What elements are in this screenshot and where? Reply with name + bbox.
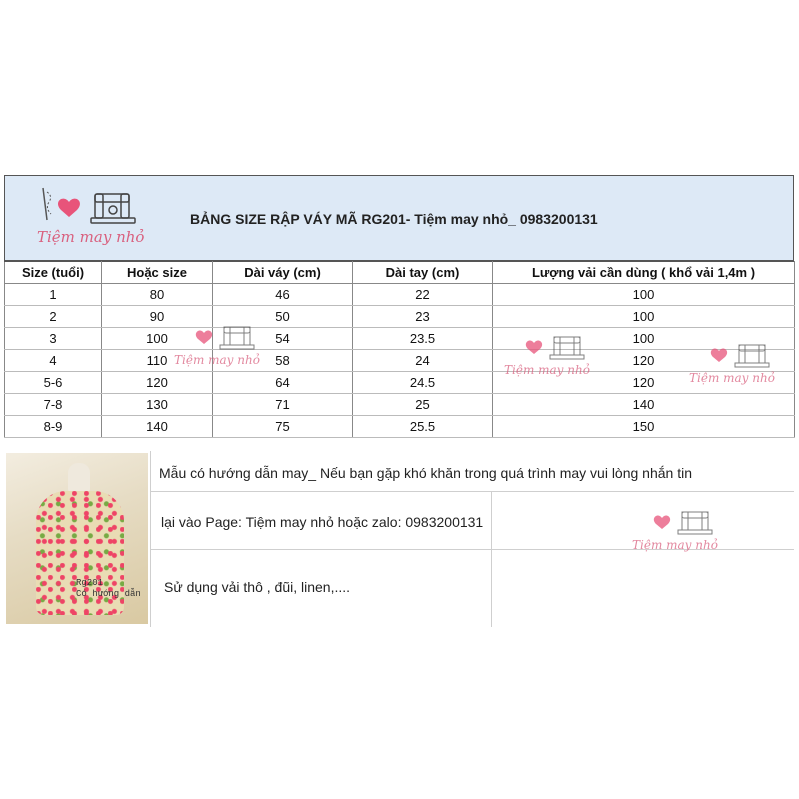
- table-row: [5, 416, 795, 438]
- table-cell: 7-8: [5, 394, 102, 416]
- table-cell: 100: [493, 328, 795, 350]
- divider: [150, 451, 151, 627]
- column-header: Dài tay (cm): [353, 262, 493, 284]
- size-chart-sheet: [4, 175, 794, 627]
- table-cell: 24: [353, 350, 493, 372]
- table-cell: 140: [102, 416, 213, 438]
- table-cell: 25: [353, 394, 493, 416]
- table-cell: 100: [493, 284, 795, 306]
- table-row: [5, 350, 795, 372]
- table-cell: 50: [213, 306, 353, 328]
- watermark-text: Tiệm may nhỏ: [504, 363, 590, 377]
- table-cell: 23: [353, 306, 493, 328]
- table-cell: 58: [213, 350, 353, 372]
- table-cell: 22: [353, 284, 493, 306]
- sewing-machine-icon: [35, 182, 145, 232]
- note-line-3: Sử dụng vải thô , đũi, linen,....: [164, 579, 351, 595]
- watermark-text: Tiệm may nhỏ: [174, 353, 260, 367]
- chart-title: BẢNG SIZE RẬP VÁY MÃ RG201- Tiệm may nhỏ_ 0983200131: [190, 211, 598, 227]
- table-cell: 25.5: [353, 416, 493, 438]
- photo-label-note: Có hướng dẫn: [76, 589, 141, 599]
- divider: [491, 491, 492, 627]
- watermark-sewing-icon: [174, 321, 264, 353]
- table-row: [5, 306, 795, 328]
- table-cell: 100: [493, 306, 795, 328]
- table-cell: 120: [493, 372, 795, 394]
- table-row: [5, 328, 795, 350]
- watermark-sewing-icon: [504, 331, 594, 363]
- table-cell: 120: [493, 350, 795, 372]
- table-cell: 71: [213, 394, 353, 416]
- notes-section: [4, 451, 794, 627]
- table-cell: 110: [102, 350, 213, 372]
- shop-logo: [35, 182, 145, 256]
- watermark-logo: [689, 339, 779, 399]
- table-cell: 24.5: [353, 372, 493, 394]
- table-cell: 75: [213, 416, 353, 438]
- watermark-logo: [632, 506, 722, 566]
- watermark-text: Tiệm may nhỏ: [632, 538, 718, 552]
- logo-text: Tiệm may nhỏ: [37, 228, 145, 246]
- divider: [150, 491, 794, 492]
- size-table: [4, 261, 795, 438]
- table-cell: 80: [102, 284, 213, 306]
- table-cell: 3: [5, 328, 102, 350]
- table-cell: 150: [493, 416, 795, 438]
- column-header: Hoặc size: [102, 262, 213, 284]
- column-header: Dài váy (cm): [213, 262, 353, 284]
- watermark-text: Tiệm may nhỏ: [689, 371, 775, 385]
- table-cell: 130: [102, 394, 213, 416]
- table-cell: 100: [102, 328, 213, 350]
- chart-header: [4, 175, 794, 261]
- table-row: [5, 284, 795, 306]
- photo-label: [76, 578, 141, 600]
- table-cell: 46: [213, 284, 353, 306]
- table-cell: 8-9: [5, 416, 102, 438]
- table-cell: 1: [5, 284, 102, 306]
- table-cell: 2: [5, 306, 102, 328]
- table-cell: 140: [493, 394, 795, 416]
- watermark-logo: [504, 331, 594, 391]
- table-cell: 64: [213, 372, 353, 394]
- note-line-1: Mẫu có hướng dẫn may_ Nếu bạn gặp khó khăn trong quá trình may vui lòng nhắn tin: [159, 465, 693, 481]
- watermark-sewing-icon: [689, 339, 779, 371]
- photo-label-code: Rg201: [76, 578, 104, 588]
- watermark-sewing-icon: [632, 506, 722, 538]
- table-header-row: [5, 262, 795, 284]
- table-row: [5, 394, 795, 416]
- table-row: [5, 372, 795, 394]
- mannequin: [68, 463, 90, 493]
- product-photo: [6, 453, 148, 624]
- watermark-logo: [174, 321, 264, 381]
- note-line-2: lại vào Page: Tiệm may nhỏ hoặc zalo: 0983200131: [161, 514, 484, 530]
- table-cell: 23.5: [353, 328, 493, 350]
- table-cell: 120: [102, 372, 213, 394]
- column-header: Size (tuổi): [5, 262, 102, 284]
- table-cell: 5-6: [5, 372, 102, 394]
- table-cell: 54: [213, 328, 353, 350]
- column-header: Lượng vải cần dùng ( khổ vải 1,4m ): [493, 262, 795, 284]
- table-cell: 4: [5, 350, 102, 372]
- table-cell: 90: [102, 306, 213, 328]
